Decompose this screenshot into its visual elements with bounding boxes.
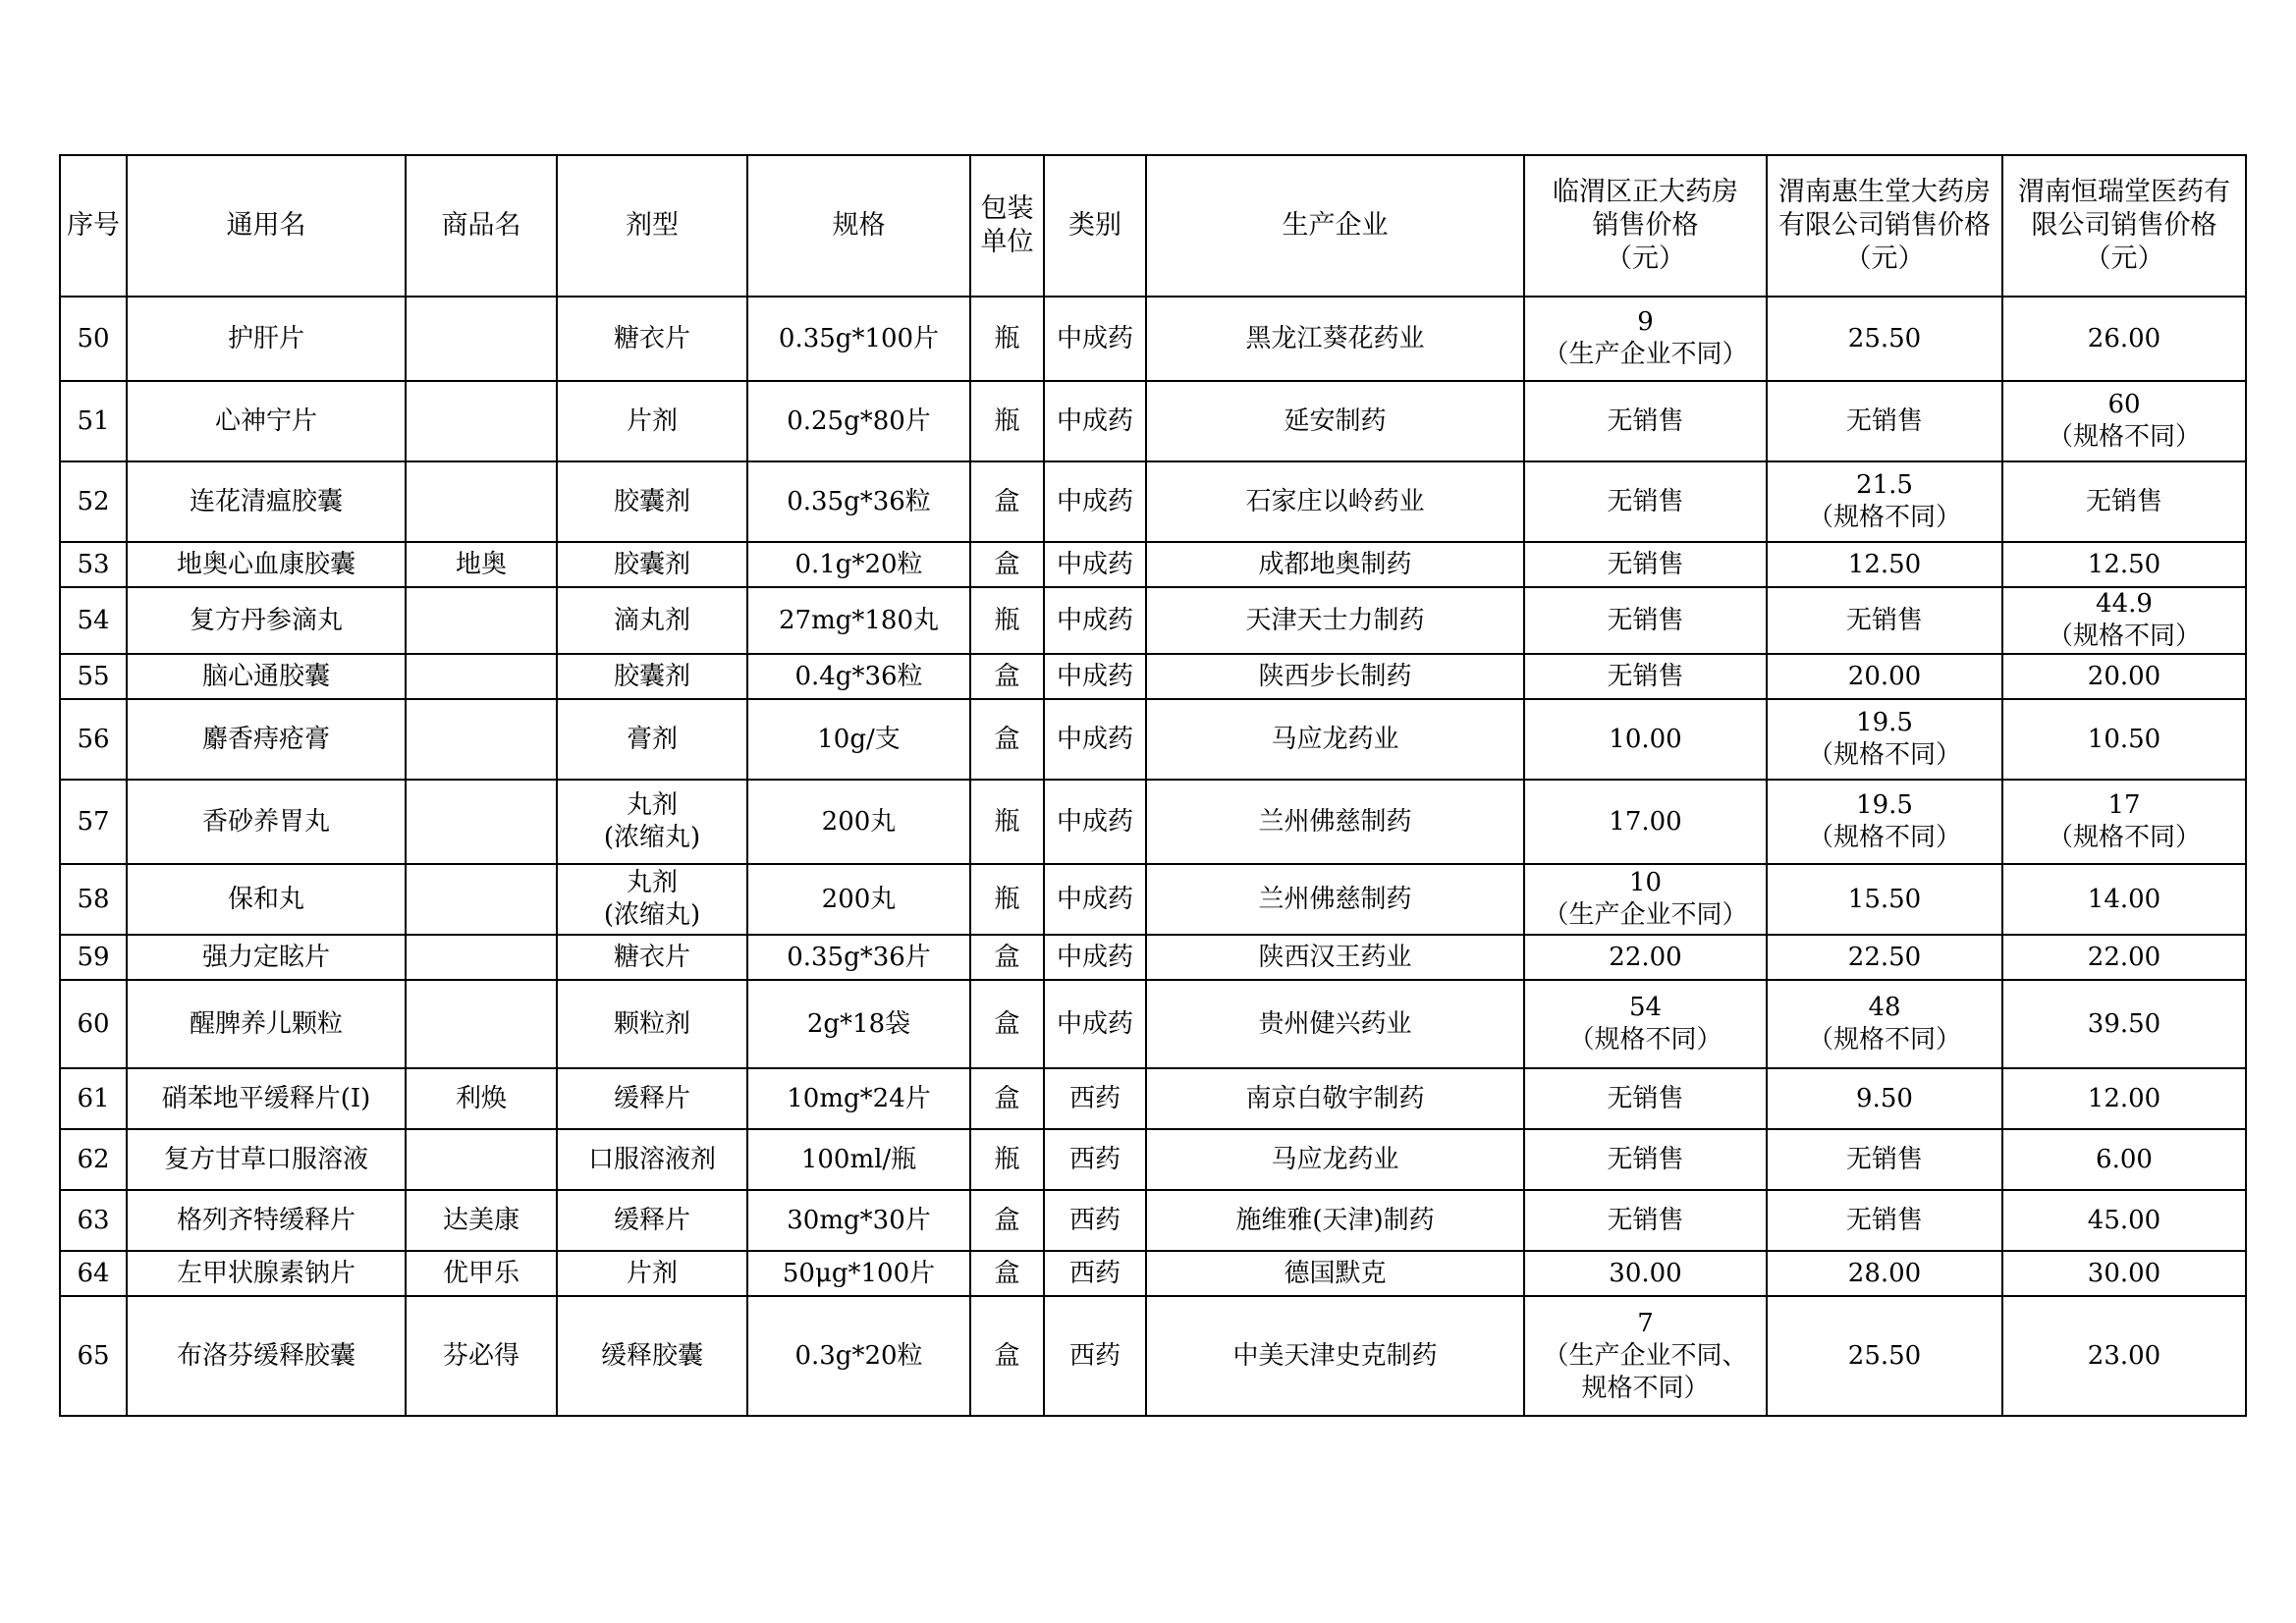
cell-category: 中成药	[1044, 980, 1146, 1068]
cell-seq: 58	[60, 864, 127, 935]
cell-dosage-form-line: 胶囊剂	[613, 661, 690, 691]
cell-manufacturer: 德国默克	[1146, 1251, 1524, 1296]
cell-price-huishengtang-line: （规格不同）	[1807, 503, 1961, 532]
cell-dosage-form-line: 丸剂	[626, 790, 678, 820]
cell-category: 中成药	[1044, 587, 1146, 654]
header-price-line: 临渭区正大药房	[1553, 177, 1738, 207]
cell-price-zhengda-line: 22.00	[1609, 942, 1682, 972]
cell-price-zhengda	[1524, 1068, 1767, 1129]
cell-seq: 61	[60, 1068, 127, 1129]
cell-price-hengruitang	[2002, 780, 2246, 864]
cell-price-zhengda	[1524, 935, 1767, 980]
header-price-huishengtang	[1767, 155, 2002, 297]
cell-pack-unit: 瓶	[970, 1129, 1044, 1190]
cell-generic-name: 左甲状腺素钠片	[127, 1251, 406, 1296]
table-row	[60, 780, 2246, 864]
cell-price-hengruitang-line: （规格不同）	[2047, 823, 2201, 852]
table-row	[60, 1068, 2246, 1129]
cell-manufacturer: 南京白敬宇制药	[1146, 1068, 1524, 1129]
cell-manufacturer: 成都地奥制药	[1146, 542, 1524, 587]
cell-brand-name	[406, 297, 557, 381]
cell-seq: 55	[60, 654, 127, 699]
cell-price-hengruitang-line: 12.00	[2087, 1083, 2161, 1113]
cell-dosage-form	[557, 935, 747, 980]
cell-brand-name: 达美康	[406, 1190, 557, 1251]
cell-generic-name: 护肝片	[127, 297, 406, 381]
cell-price-huishengtang	[1767, 780, 2002, 864]
table-row	[60, 1190, 2246, 1251]
cell-price-huishengtang	[1767, 864, 2002, 935]
table-row	[60, 699, 2246, 780]
cell-dosage-form-line: 糖衣片	[613, 323, 690, 353]
cell-price-zhengda	[1524, 864, 1767, 935]
cell-price-zhengda	[1524, 780, 1767, 864]
cell-category: 中成药	[1044, 699, 1146, 780]
cell-price-huishengtang-line: （规格不同）	[1807, 823, 1961, 852]
cell-price-zhengda	[1524, 461, 1767, 542]
cell-price-zhengda-line: 无销售	[1607, 1144, 1684, 1174]
cell-brand-name	[406, 980, 557, 1068]
cell-generic-name: 脑心通胶囊	[127, 654, 406, 699]
cell-manufacturer: 石家庄以岭药业	[1146, 461, 1524, 542]
cell-brand-name: 利焕	[406, 1068, 557, 1129]
cell-price-hengruitang-line: 44.9	[2096, 589, 2153, 619]
cell-dosage-form	[557, 542, 747, 587]
cell-brand-name	[406, 587, 557, 654]
cell-price-huishengtang	[1767, 654, 2002, 699]
cell-generic-name: 保和丸	[127, 864, 406, 935]
cell-price-zhengda-line: 30.00	[1609, 1258, 1682, 1288]
cell-price-zhengda-line: 规格不同）	[1581, 1373, 1710, 1403]
cell-price-huishengtang-line: 21.5	[1856, 470, 1913, 500]
header-pack-unit-line: 包装	[980, 193, 1034, 224]
cell-price-zhengda	[1524, 699, 1767, 780]
cell-generic-name: 强力定眩片	[127, 935, 406, 980]
cell-generic-name: 地奥心血康胶囊	[127, 542, 406, 587]
cell-seq: 56	[60, 699, 127, 780]
header-pack-unit	[970, 155, 1044, 297]
cell-dosage-form-line: 糖衣片	[613, 942, 690, 972]
cell-spec: 0.35g*100片	[747, 297, 970, 381]
cell-price-zhengda-line: 9	[1637, 307, 1654, 337]
cell-spec: 50μg*100片	[747, 1251, 970, 1296]
cell-price-zhengda-line: 10	[1628, 868, 1663, 897]
cell-price-zhengda	[1524, 587, 1767, 654]
table-row	[60, 980, 2246, 1068]
cell-price-hengruitang	[2002, 699, 2246, 780]
cell-seq: 51	[60, 381, 127, 461]
cell-price-huishengtang-line: （规格不同）	[1807, 1025, 1961, 1055]
cell-dosage-form	[557, 1190, 747, 1251]
cell-price-zhengda-line: 7	[1637, 1308, 1654, 1338]
header-price-hengruitang	[2002, 155, 2246, 297]
cell-dosage-form	[557, 1251, 747, 1296]
cell-pack-unit: 瓶	[970, 864, 1044, 935]
cell-price-hengruitang	[2002, 864, 2246, 935]
header-category: 类别	[1044, 155, 1146, 297]
cell-pack-unit: 盒	[970, 1190, 1044, 1251]
cell-price-hengruitang-line: 10.50	[2087, 724, 2161, 754]
cell-price-hengruitang-line: 26.00	[2087, 323, 2161, 353]
cell-price-huishengtang-line: 无销售	[1845, 406, 1923, 436]
cell-price-hengruitang	[2002, 542, 2246, 587]
cell-price-huishengtang-line: 12.50	[1847, 549, 1922, 579]
cell-seq: 65	[60, 1296, 127, 1416]
cell-manufacturer: 施维雅(天津)制药	[1146, 1190, 1524, 1251]
cell-price-huishengtang	[1767, 1068, 2002, 1129]
cell-dosage-form	[557, 980, 747, 1068]
cell-spec: 0.3g*20粒	[747, 1296, 970, 1416]
header-seq: 序号	[60, 155, 127, 297]
cell-price-hengruitang	[2002, 381, 2246, 461]
header-spec: 规格	[747, 155, 970, 297]
cell-spec: 200丸	[747, 864, 970, 935]
cell-category: 中成药	[1044, 297, 1146, 381]
cell-generic-name: 布洛芬缓释胶囊	[127, 1296, 406, 1416]
cell-pack-unit: 盒	[970, 1251, 1044, 1296]
cell-spec: 10mg*24片	[747, 1068, 970, 1129]
cell-price-hengruitang-line: 无销售	[2085, 486, 2162, 516]
cell-price-hengruitang-line: 23.00	[2087, 1340, 2161, 1371]
cell-price-huishengtang-line: 25.50	[1847, 323, 1922, 353]
header-price-line: 限公司销售价格	[2031, 210, 2217, 241]
cell-brand-name	[406, 864, 557, 935]
cell-seq: 52	[60, 461, 127, 542]
cell-price-zhengda-line: （生产企业不同）	[1543, 900, 1748, 930]
cell-dosage-form	[557, 780, 747, 864]
table-row	[60, 1251, 2246, 1296]
cell-price-zhengda-line: 无销售	[1607, 605, 1684, 635]
cell-price-hengruitang	[2002, 587, 2246, 654]
cell-price-zhengda-line: 17.00	[1609, 806, 1682, 837]
cell-price-huishengtang	[1767, 1251, 2002, 1296]
cell-dosage-form-line: 胶囊剂	[613, 549, 690, 579]
cell-price-huishengtang	[1767, 1296, 2002, 1416]
cell-price-hengruitang	[2002, 980, 2246, 1068]
cell-price-huishengtang-line: 无销售	[1845, 605, 1923, 635]
cell-price-zhengda	[1524, 654, 1767, 699]
cell-dosage-form-line: 口服溶液剂	[587, 1144, 716, 1174]
cell-price-zhengda-line: （生产企业不同、	[1543, 1340, 1748, 1371]
cell-price-huishengtang	[1767, 935, 2002, 980]
cell-price-huishengtang	[1767, 461, 2002, 542]
cell-price-huishengtang-line: 19.5	[1856, 708, 1913, 737]
cell-brand-name	[406, 699, 557, 780]
cell-dosage-form	[557, 461, 747, 542]
cell-pack-unit: 盒	[970, 542, 1044, 587]
cell-price-zhengda	[1524, 381, 1767, 461]
cell-generic-name: 复方甘草口服溶液	[127, 1129, 406, 1190]
cell-generic-name: 心神宁片	[127, 381, 406, 461]
cell-category: 西药	[1044, 1129, 1146, 1190]
cell-pack-unit: 盒	[970, 980, 1044, 1068]
cell-price-huishengtang-line: 无销售	[1845, 1205, 1923, 1235]
cell-price-zhengda-line: 10.00	[1609, 724, 1682, 754]
header-price-line: （元）	[1606, 243, 1685, 274]
cell-dosage-form-line: 滴丸剂	[613, 605, 690, 635]
cell-brand-name	[406, 1129, 557, 1190]
cell-brand-name	[406, 461, 557, 542]
cell-seq: 64	[60, 1251, 127, 1296]
cell-price-huishengtang	[1767, 542, 2002, 587]
cell-price-huishengtang	[1767, 1129, 2002, 1190]
cell-category: 西药	[1044, 1251, 1146, 1296]
cell-pack-unit: 盒	[970, 461, 1044, 542]
cell-category: 中成药	[1044, 935, 1146, 980]
cell-price-huishengtang-line: 9.50	[1856, 1083, 1913, 1113]
cell-dosage-form-line: 胶囊剂	[613, 486, 690, 516]
cell-manufacturer: 兰州佛慈制药	[1146, 780, 1524, 864]
cell-brand-name: 地奥	[406, 542, 557, 587]
cell-generic-name: 麝香痔疮膏	[127, 699, 406, 780]
cell-price-hengruitang	[2002, 1190, 2246, 1251]
cell-price-zhengda	[1524, 1129, 1767, 1190]
cell-dosage-form-line: 丸剂	[626, 868, 678, 897]
header-brand-name: 商品名	[406, 155, 557, 297]
cell-price-zhengda-line: 无销售	[1607, 486, 1684, 516]
table-row	[60, 587, 2246, 654]
cell-pack-unit: 盒	[970, 1296, 1044, 1416]
cell-price-hengruitang-line: 6.00	[2096, 1144, 2153, 1174]
cell-price-huishengtang-line: 25.50	[1847, 1340, 1922, 1371]
cell-price-huishengtang	[1767, 381, 2002, 461]
cell-pack-unit: 盒	[970, 1068, 1044, 1129]
cell-seq: 54	[60, 587, 127, 654]
cell-seq: 62	[60, 1129, 127, 1190]
cell-dosage-form-line: 缓释片	[613, 1083, 690, 1113]
cell-spec: 27mg*180丸	[747, 587, 970, 654]
cell-dosage-form-line: (浓缩丸)	[603, 823, 701, 852]
cell-price-hengruitang-line: 22.00	[2087, 942, 2161, 972]
cell-manufacturer: 陕西步长制药	[1146, 654, 1524, 699]
cell-price-hengruitang-line: 39.50	[2087, 1008, 2161, 1039]
cell-price-huishengtang-line: 48	[1868, 993, 1901, 1022]
drug-price-table	[59, 154, 2247, 1417]
cell-spec: 0.1g*20粒	[747, 542, 970, 587]
cell-price-zhengda-line: （生产企业不同）	[1543, 340, 1748, 369]
cell-spec: 0.4g*36粒	[747, 654, 970, 699]
cell-pack-unit: 瓶	[970, 381, 1044, 461]
table-row	[60, 461, 2246, 542]
cell-price-hengruitang-line: 45.00	[2087, 1205, 2161, 1235]
cell-brand-name	[406, 654, 557, 699]
cell-pack-unit: 瓶	[970, 780, 1044, 864]
cell-brand-name: 优甲乐	[406, 1251, 557, 1296]
cell-dosage-form	[557, 864, 747, 935]
header-price-line: 有限公司销售价格	[1778, 210, 1991, 241]
cell-pack-unit: 盒	[970, 935, 1044, 980]
table-row	[60, 542, 2246, 587]
cell-price-huishengtang-line: （规格不同）	[1807, 740, 1961, 770]
cell-seq: 60	[60, 980, 127, 1068]
cell-price-zhengda-line: （规格不同）	[1568, 1025, 1722, 1055]
cell-price-zhengda-line: 无销售	[1607, 549, 1684, 579]
cell-spec: 0.35g*36片	[747, 935, 970, 980]
cell-generic-name: 连花清瘟胶囊	[127, 461, 406, 542]
table-row	[60, 381, 2246, 461]
cell-spec: 0.35g*36粒	[747, 461, 970, 542]
cell-price-huishengtang	[1767, 587, 2002, 654]
header-generic-name: 通用名	[127, 155, 406, 297]
cell-price-hengruitang	[2002, 1251, 2246, 1296]
cell-category: 中成药	[1044, 654, 1146, 699]
cell-manufacturer: 黑龙江葵花药业	[1146, 297, 1524, 381]
cell-dosage-form-line: (浓缩丸)	[603, 900, 701, 930]
cell-generic-name: 复方丹参滴丸	[127, 587, 406, 654]
cell-price-huishengtang	[1767, 980, 2002, 1068]
cell-price-hengruitang	[2002, 297, 2246, 381]
cell-price-zhengda-line: 无销售	[1607, 1083, 1684, 1113]
cell-manufacturer: 马应龙药业	[1146, 699, 1524, 780]
cell-price-hengruitang	[2002, 1068, 2246, 1129]
cell-pack-unit: 盒	[970, 654, 1044, 699]
cell-price-zhengda	[1524, 542, 1767, 587]
cell-dosage-form-line: 缓释胶囊	[600, 1340, 703, 1371]
cell-manufacturer: 中美天津史克制药	[1146, 1296, 1524, 1416]
cell-price-zhengda	[1524, 297, 1767, 381]
cell-spec: 200丸	[747, 780, 970, 864]
cell-dosage-form-line: 片剂	[626, 1258, 678, 1288]
table-body	[60, 297, 2246, 1416]
cell-dosage-form	[557, 381, 747, 461]
header-pack-unit-line: 单位	[980, 227, 1034, 257]
cell-seq: 50	[60, 297, 127, 381]
cell-price-zhengda	[1524, 980, 1767, 1068]
cell-price-zhengda-line: 54	[1628, 993, 1663, 1022]
header-price-line: （元）	[2084, 243, 2164, 274]
cell-dosage-form	[557, 1068, 747, 1129]
cell-dosage-form-line: 片剂	[626, 406, 678, 436]
cell-dosage-form	[557, 654, 747, 699]
table-row	[60, 864, 2246, 935]
cell-price-huishengtang-line: 28.00	[1847, 1258, 1922, 1288]
cell-price-huishengtang-line: 19.5	[1856, 790, 1913, 820]
cell-price-zhengda	[1524, 1251, 1767, 1296]
cell-brand-name	[406, 935, 557, 980]
cell-dosage-form-line: 膏剂	[626, 724, 678, 754]
cell-category: 中成药	[1044, 542, 1146, 587]
cell-brand-name: 芬必得	[406, 1296, 557, 1416]
cell-price-huishengtang-line: 20.00	[1847, 661, 1922, 691]
cell-price-zhengda	[1524, 1296, 1767, 1416]
cell-price-huishengtang-line: 22.50	[1847, 942, 1922, 972]
cell-spec: 30mg*30片	[747, 1190, 970, 1251]
header-manufacturer: 生产企业	[1146, 155, 1524, 297]
cell-pack-unit: 瓶	[970, 297, 1044, 381]
cell-dosage-form	[557, 297, 747, 381]
cell-price-zhengda-line: 无销售	[1607, 1205, 1684, 1235]
cell-generic-name: 硝苯地平缓释片(Ⅰ)	[127, 1068, 406, 1129]
header-price-line: 销售价格	[1592, 210, 1699, 241]
cell-spec: 10g/支	[747, 699, 970, 780]
cell-spec: 2g*18袋	[747, 980, 970, 1068]
cell-price-hengruitang	[2002, 654, 2246, 699]
cell-manufacturer: 天津天士力制药	[1146, 587, 1524, 654]
cell-category: 西药	[1044, 1068, 1146, 1129]
cell-dosage-form	[557, 1129, 747, 1190]
cell-category: 中成药	[1044, 780, 1146, 864]
table-row	[60, 1129, 2246, 1190]
cell-price-hengruitang	[2002, 461, 2246, 542]
cell-dosage-form-line: 缓释片	[613, 1205, 690, 1235]
cell-category: 中成药	[1044, 864, 1146, 935]
cell-generic-name: 香砂养胃丸	[127, 780, 406, 864]
header-price-zhengda	[1524, 155, 1767, 297]
cell-price-hengruitang	[2002, 935, 2246, 980]
cell-pack-unit: 盒	[970, 699, 1044, 780]
cell-generic-name: 醒脾养儿颗粒	[127, 980, 406, 1068]
cell-seq: 53	[60, 542, 127, 587]
cell-dosage-form	[557, 699, 747, 780]
cell-price-hengruitang	[2002, 1129, 2246, 1190]
table-row	[60, 654, 2246, 699]
cell-price-zhengda-line: 无销售	[1607, 661, 1684, 691]
header-row	[60, 155, 2246, 297]
cell-pack-unit: 瓶	[970, 587, 1044, 654]
cell-price-huishengtang-line: 无销售	[1845, 1144, 1923, 1174]
cell-category: 西药	[1044, 1190, 1146, 1251]
header-dosage-form: 剂型	[557, 155, 747, 297]
header-price-line: 渭南恒瑞堂医药有	[2018, 177, 2230, 207]
cell-spec: 100ml/瓶	[747, 1129, 970, 1190]
cell-price-hengruitang-line: 17	[2107, 790, 2141, 820]
cell-manufacturer: 兰州佛慈制药	[1146, 864, 1524, 935]
table-row	[60, 1296, 2246, 1416]
cell-category: 西药	[1044, 1296, 1146, 1416]
cell-price-huishengtang	[1767, 699, 2002, 780]
cell-brand-name	[406, 381, 557, 461]
table-row	[60, 935, 2246, 980]
cell-price-hengruitang-line: 30.00	[2087, 1258, 2161, 1288]
cell-seq: 59	[60, 935, 127, 980]
cell-price-hengruitang	[2002, 1296, 2246, 1416]
cell-dosage-form	[557, 1296, 747, 1416]
cell-spec: 0.25g*80片	[747, 381, 970, 461]
cell-manufacturer: 马应龙药业	[1146, 1129, 1524, 1190]
cell-price-zhengda-line: 无销售	[1607, 406, 1684, 436]
cell-generic-name: 格列齐特缓释片	[127, 1190, 406, 1251]
cell-manufacturer: 贵州健兴药业	[1146, 980, 1524, 1068]
cell-price-huishengtang-line: 15.50	[1847, 884, 1922, 914]
cell-dosage-form-line: 颗粒剂	[613, 1008, 690, 1039]
cell-seq: 63	[60, 1190, 127, 1251]
cell-price-huishengtang	[1767, 1190, 2002, 1251]
cell-price-zhengda	[1524, 1190, 1767, 1251]
cell-seq: 57	[60, 780, 127, 864]
cell-price-hengruitang-line: 60	[2107, 390, 2141, 419]
cell-category: 中成药	[1044, 461, 1146, 542]
cell-dosage-form	[557, 587, 747, 654]
cell-brand-name	[406, 780, 557, 864]
cell-price-hengruitang-line: 14.00	[2087, 884, 2161, 914]
cell-price-hengruitang-line: （规格不同）	[2047, 622, 2201, 651]
header-price-line: （元）	[1844, 243, 1925, 274]
cell-price-hengruitang-line: （规格不同）	[2047, 422, 2201, 452]
header-price-line: 渭南惠生堂大药房	[1778, 177, 1991, 207]
cell-manufacturer: 延安制药	[1146, 381, 1524, 461]
cell-category: 中成药	[1044, 381, 1146, 461]
cell-price-hengruitang-line: 20.00	[2087, 661, 2161, 691]
cell-price-hengruitang-line: 12.50	[2087, 549, 2161, 579]
cell-price-huishengtang	[1767, 297, 2002, 381]
cell-manufacturer: 陕西汉王药业	[1146, 935, 1524, 980]
table-row	[60, 297, 2246, 381]
